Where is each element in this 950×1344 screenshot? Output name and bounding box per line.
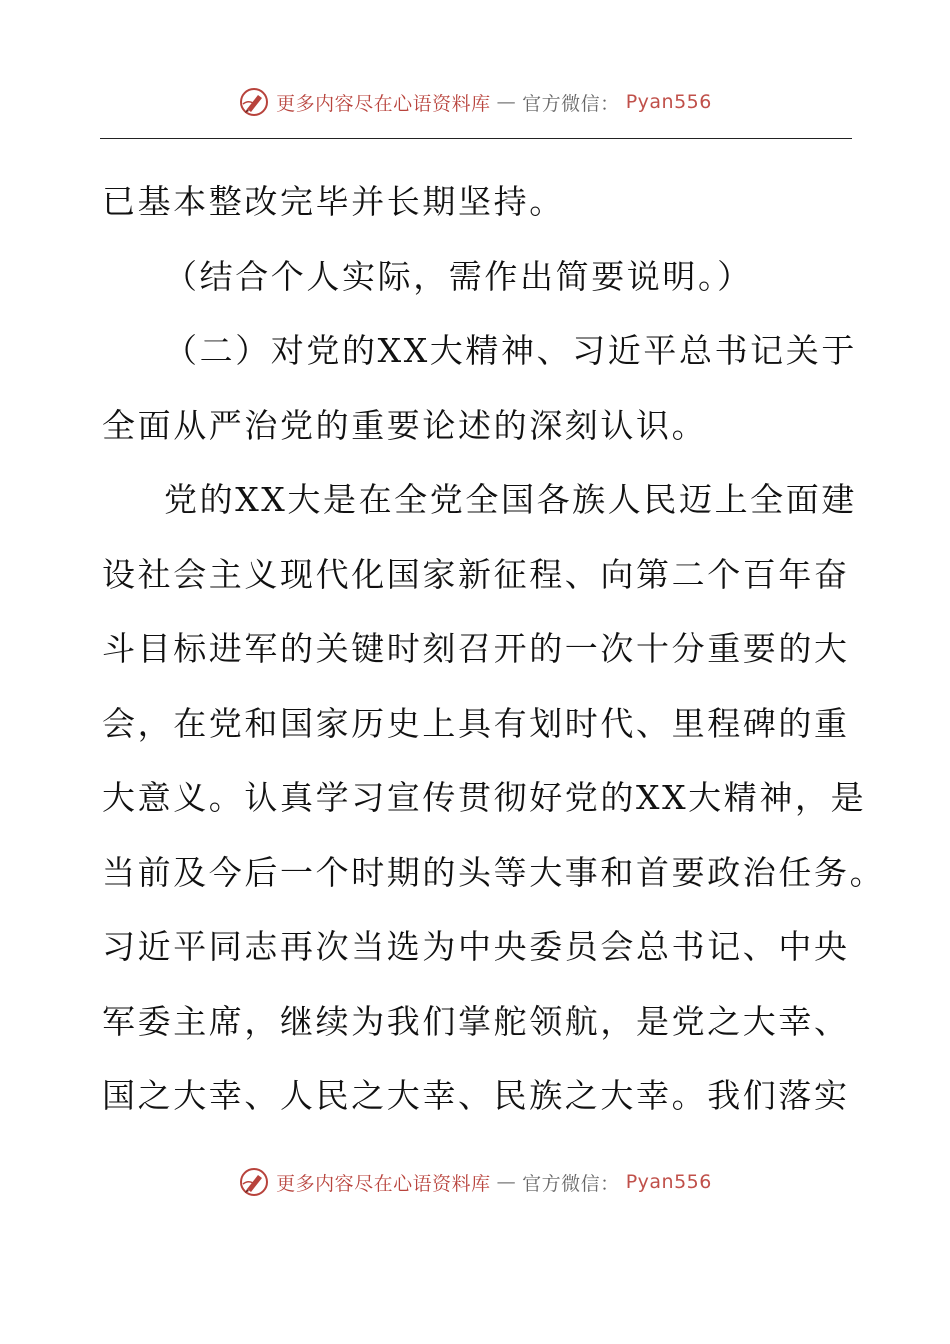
header-divider — [100, 138, 852, 139]
body-line: （结合个人实际，需作出简要说明。） — [164, 256, 753, 296]
pen-nib-logo-icon — [238, 1166, 270, 1198]
watermark-brand: 更多内容尽在心语资料库 — [276, 92, 491, 115]
body-line: 大意义。认真学习宣传贯彻好党的XX大精神，是 — [102, 778, 867, 817]
footer-watermark — [0, 1166, 950, 1198]
body-line: 习近平同志再次当选为中央委员会总书记、中央 — [102, 927, 850, 966]
watermark-separator: — — [496, 1171, 517, 1193]
body-line: 当前及今后一个时期的头等大事和首要政治任务。 — [102, 852, 886, 892]
header-watermark — [0, 86, 950, 118]
body-line: 党的XX大是在全党全国各族人民迈上全面建 — [164, 480, 857, 519]
body-line: 会，在党和国家历史上具有划时代、里程碑的重 — [102, 703, 850, 743]
watermark-label: 官方微信： — [522, 1172, 620, 1195]
watermark-separator: — — [496, 91, 517, 113]
body-line: 已基本整改完毕并长期坚持。 — [102, 182, 565, 221]
pen-nib-logo-icon — [238, 86, 270, 118]
watermark-brand: 更多内容尽在心语资料库 — [276, 1172, 491, 1195]
watermark-wechat-id: Pyan556 — [625, 91, 712, 113]
body-line: 设社会主义现代化国家新征程、向第二个百年奋 — [102, 554, 850, 594]
body-line: 斗目标进军的关键时刻召开的一次十分重要的大 — [102, 629, 850, 668]
watermark-label: 官方微信： — [522, 92, 620, 115]
document-body — [102, 165, 886, 1134]
body-line: 国之大幸、人民之大幸、民族之大幸。我们落实 — [102, 1076, 850, 1115]
section-heading-continued: 全面从严治党的重要论述的深刻认识。 — [102, 405, 708, 445]
section-heading: （二）对党的XX大精神、习近平总书记关于 — [164, 331, 857, 370]
body-line: 军委主席，继续为我们掌舵领航，是党之大幸、 — [102, 1001, 850, 1041]
watermark-wechat-id: Pyan556 — [625, 1171, 712, 1193]
